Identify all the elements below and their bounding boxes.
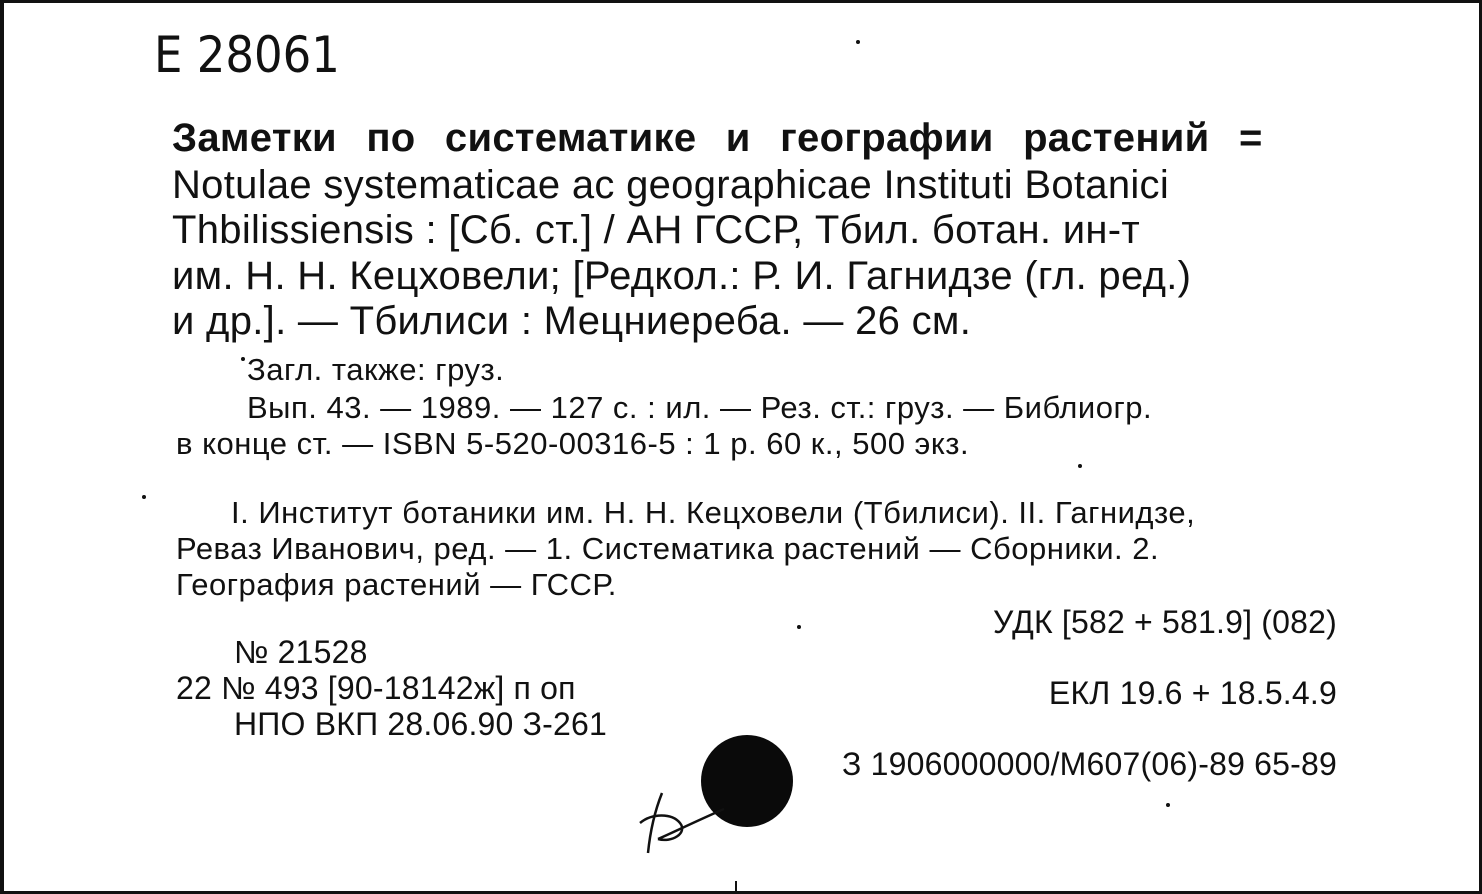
speck xyxy=(241,357,245,361)
udk-code: УДК [582 + 581.9] (082) xyxy=(992,604,1337,640)
title-line-1: Заметки по систематике и географии растений = xyxy=(172,116,1263,160)
speck xyxy=(735,881,737,893)
speck xyxy=(142,495,146,499)
publisher-code: З 1906000000/М607(06)-89 65-89 xyxy=(841,746,1337,782)
title-line-3: Thbilissiensis : [Сб. ст.] / АН ГССР, Тбил. ботан. ин-т xyxy=(172,208,1140,252)
record-number: № 21528 xyxy=(234,634,368,670)
speck xyxy=(1166,803,1170,807)
record-line-2: 22 № 493 [90-18142ж] п оп xyxy=(176,670,576,706)
tracing-line-2: Реваз Иванович, ред. — 1. Систематика растений — Сборники. 2. xyxy=(176,531,1160,566)
handwritten-mark xyxy=(632,773,732,863)
speck xyxy=(856,40,860,44)
speck xyxy=(797,625,801,629)
call-number: Е 28061 xyxy=(154,26,340,84)
title-line-5: и др.]. — Тбилиси : Мецниереба. — 26 см. xyxy=(172,299,972,343)
ekl-code: ЕКЛ 19.6 + 18.5.4.9 xyxy=(1048,675,1337,711)
title-line-2: Notulae systematicae ac geographicae Instituti Botanici xyxy=(172,163,1170,207)
tracing-line-1: I. Институт ботаники им. Н. Н. Кецховели (Тбилиси). II. Гагнидзе, xyxy=(231,495,1196,530)
record-line-3: НПО ВКП 28.06.90 З-261 xyxy=(234,706,607,742)
note-parallel-title: Загл. также: груз. xyxy=(247,352,505,387)
title-line-4: им. Н. Н. Кецховели; [Редкол.: Р. И. Гагнидзе (гл. ред.) xyxy=(172,254,1192,298)
note-issue: Вып. 43. — 1989. — 127 с. : ил. — Рез. ст.: груз. — Библиогр. xyxy=(247,390,1153,425)
speck xyxy=(1078,464,1082,468)
tracing-line-3: География растений — ГССР. xyxy=(176,567,617,602)
note-isbn: в конце ст. — ISBN 5-520-00316-5 : 1 р. 60 к., 500 экз. xyxy=(176,426,970,461)
